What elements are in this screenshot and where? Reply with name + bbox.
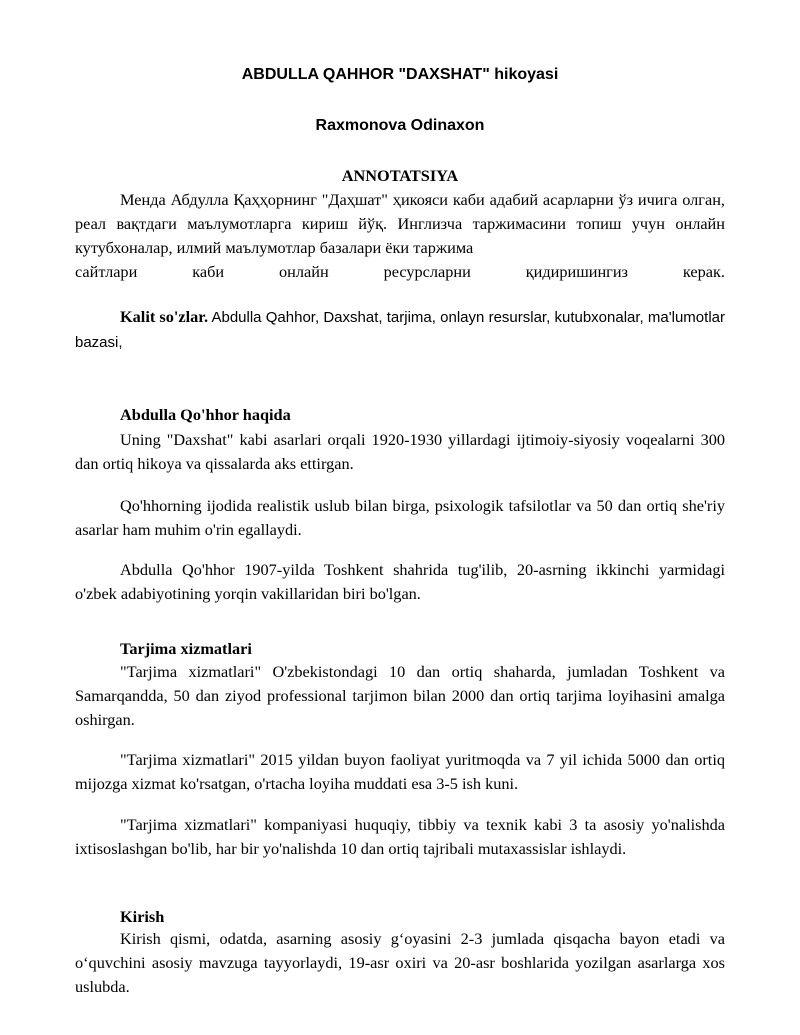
intro-paragraph: Kirish qismi, odatda, asarning asosiy g‘oyasini 2-3 jumlada qisqacha bayon etadi va o‘quvchini asosiy mavzuga tayyorlaydi, 19-asr oxiri va 20-asr boshlarida yozilgan asarlarga xos uslubda. bbox=[75, 929, 725, 996]
about-paragraph-1: Uning "Daxshat" kabi asarlari orqali 1920-1930 yillardagi ijtimoiy-siyosiy voqealarni 300 dan ortiq hikoya va qissalarda aks ettirgan. bbox=[75, 430, 725, 473]
translation-paragraph-2: "Tarjima xizmatlari" 2015 yildan buyon faoliyat yuritmoqda va 7 yil ichida 5000 dan ortiq mijozga xizmat ko'rsatgan, o'rtacha loyiha muddati esa 3-5 ish kuni. bbox=[75, 750, 725, 793]
keywords-paragraph bbox=[75, 305, 725, 355]
about-paragraph-3: Abdulla Qo'hhor 1907-yilda Toshkent shahrida tug'ilib, 20-asrning ikkinchi yarmidagi o'zbek adabiyotining yorqin vakillaridan biri bo'lgan. bbox=[75, 560, 725, 603]
translation-paragraph-3: "Tarjima xizmatlari" kompaniyasi huquqiy, tibbiy va texnik kabi 3 ta asosiy yo'nalishda ixtisoslashgan bo'lib, har bir yo'nalishda 10 dan ortiq tajribali mutaxassislar ishlaydi. bbox=[75, 815, 725, 858]
section-heading-about: Abdulla Qo'hhor haqida bbox=[120, 405, 291, 424]
keywords-label: Kalit so'zlar. bbox=[120, 307, 209, 326]
section-heading-intro: Kirish bbox=[120, 907, 165, 926]
document-title: ABDULLA QAHHOR "DAXSHAT" hikoyasi bbox=[241, 66, 559, 83]
about-paragraph-2: Qo'hhorning ijodida realistik uslub bilan birga, psixologik tafsilotlar va 50 dan ortiq she'riy asarlar ham muhim o'rin egallaydi. bbox=[75, 496, 725, 539]
annotation-paragraph-last-line: сайтлари каби онлайн ресурсларни қидиришингиз керак. bbox=[75, 262, 725, 281]
section-heading-translation: Tarjima xizmatlari bbox=[120, 639, 252, 658]
annotation-heading: ANNOTATSIYA bbox=[341, 166, 459, 185]
annotation-paragraph: Менда Абдулла Қаҳҳорнинг "Даҳшат" ҳикояси каби адабий асарларни ўз ичига олган, реал вақтдаги маълумотларга кириш йўқ. Инглизча таржимасини топиш учун онлайн кутубхоналар, илмий маълумотлар базалари ёки таржима bbox=[75, 190, 725, 257]
keywords-text: Abdulla Qahhor, Daxshat, tarjima, onlayn resurslar, kutubxonalar, ma'lumotlar bazasi, bbox=[75, 309, 725, 351]
translation-paragraph-1: "Tarjima xizmatlari" O'zbekistondagi 10 dan ortiq shaharda, jumladan Toshkent va Samarqandda, 50 dan ziyod professional tarjimon bilan 2000 dan ortiq tarjima loyihasini amalga oshirgan. bbox=[75, 662, 725, 729]
author-name: Raxmonova Odinaxon bbox=[315, 117, 485, 134]
